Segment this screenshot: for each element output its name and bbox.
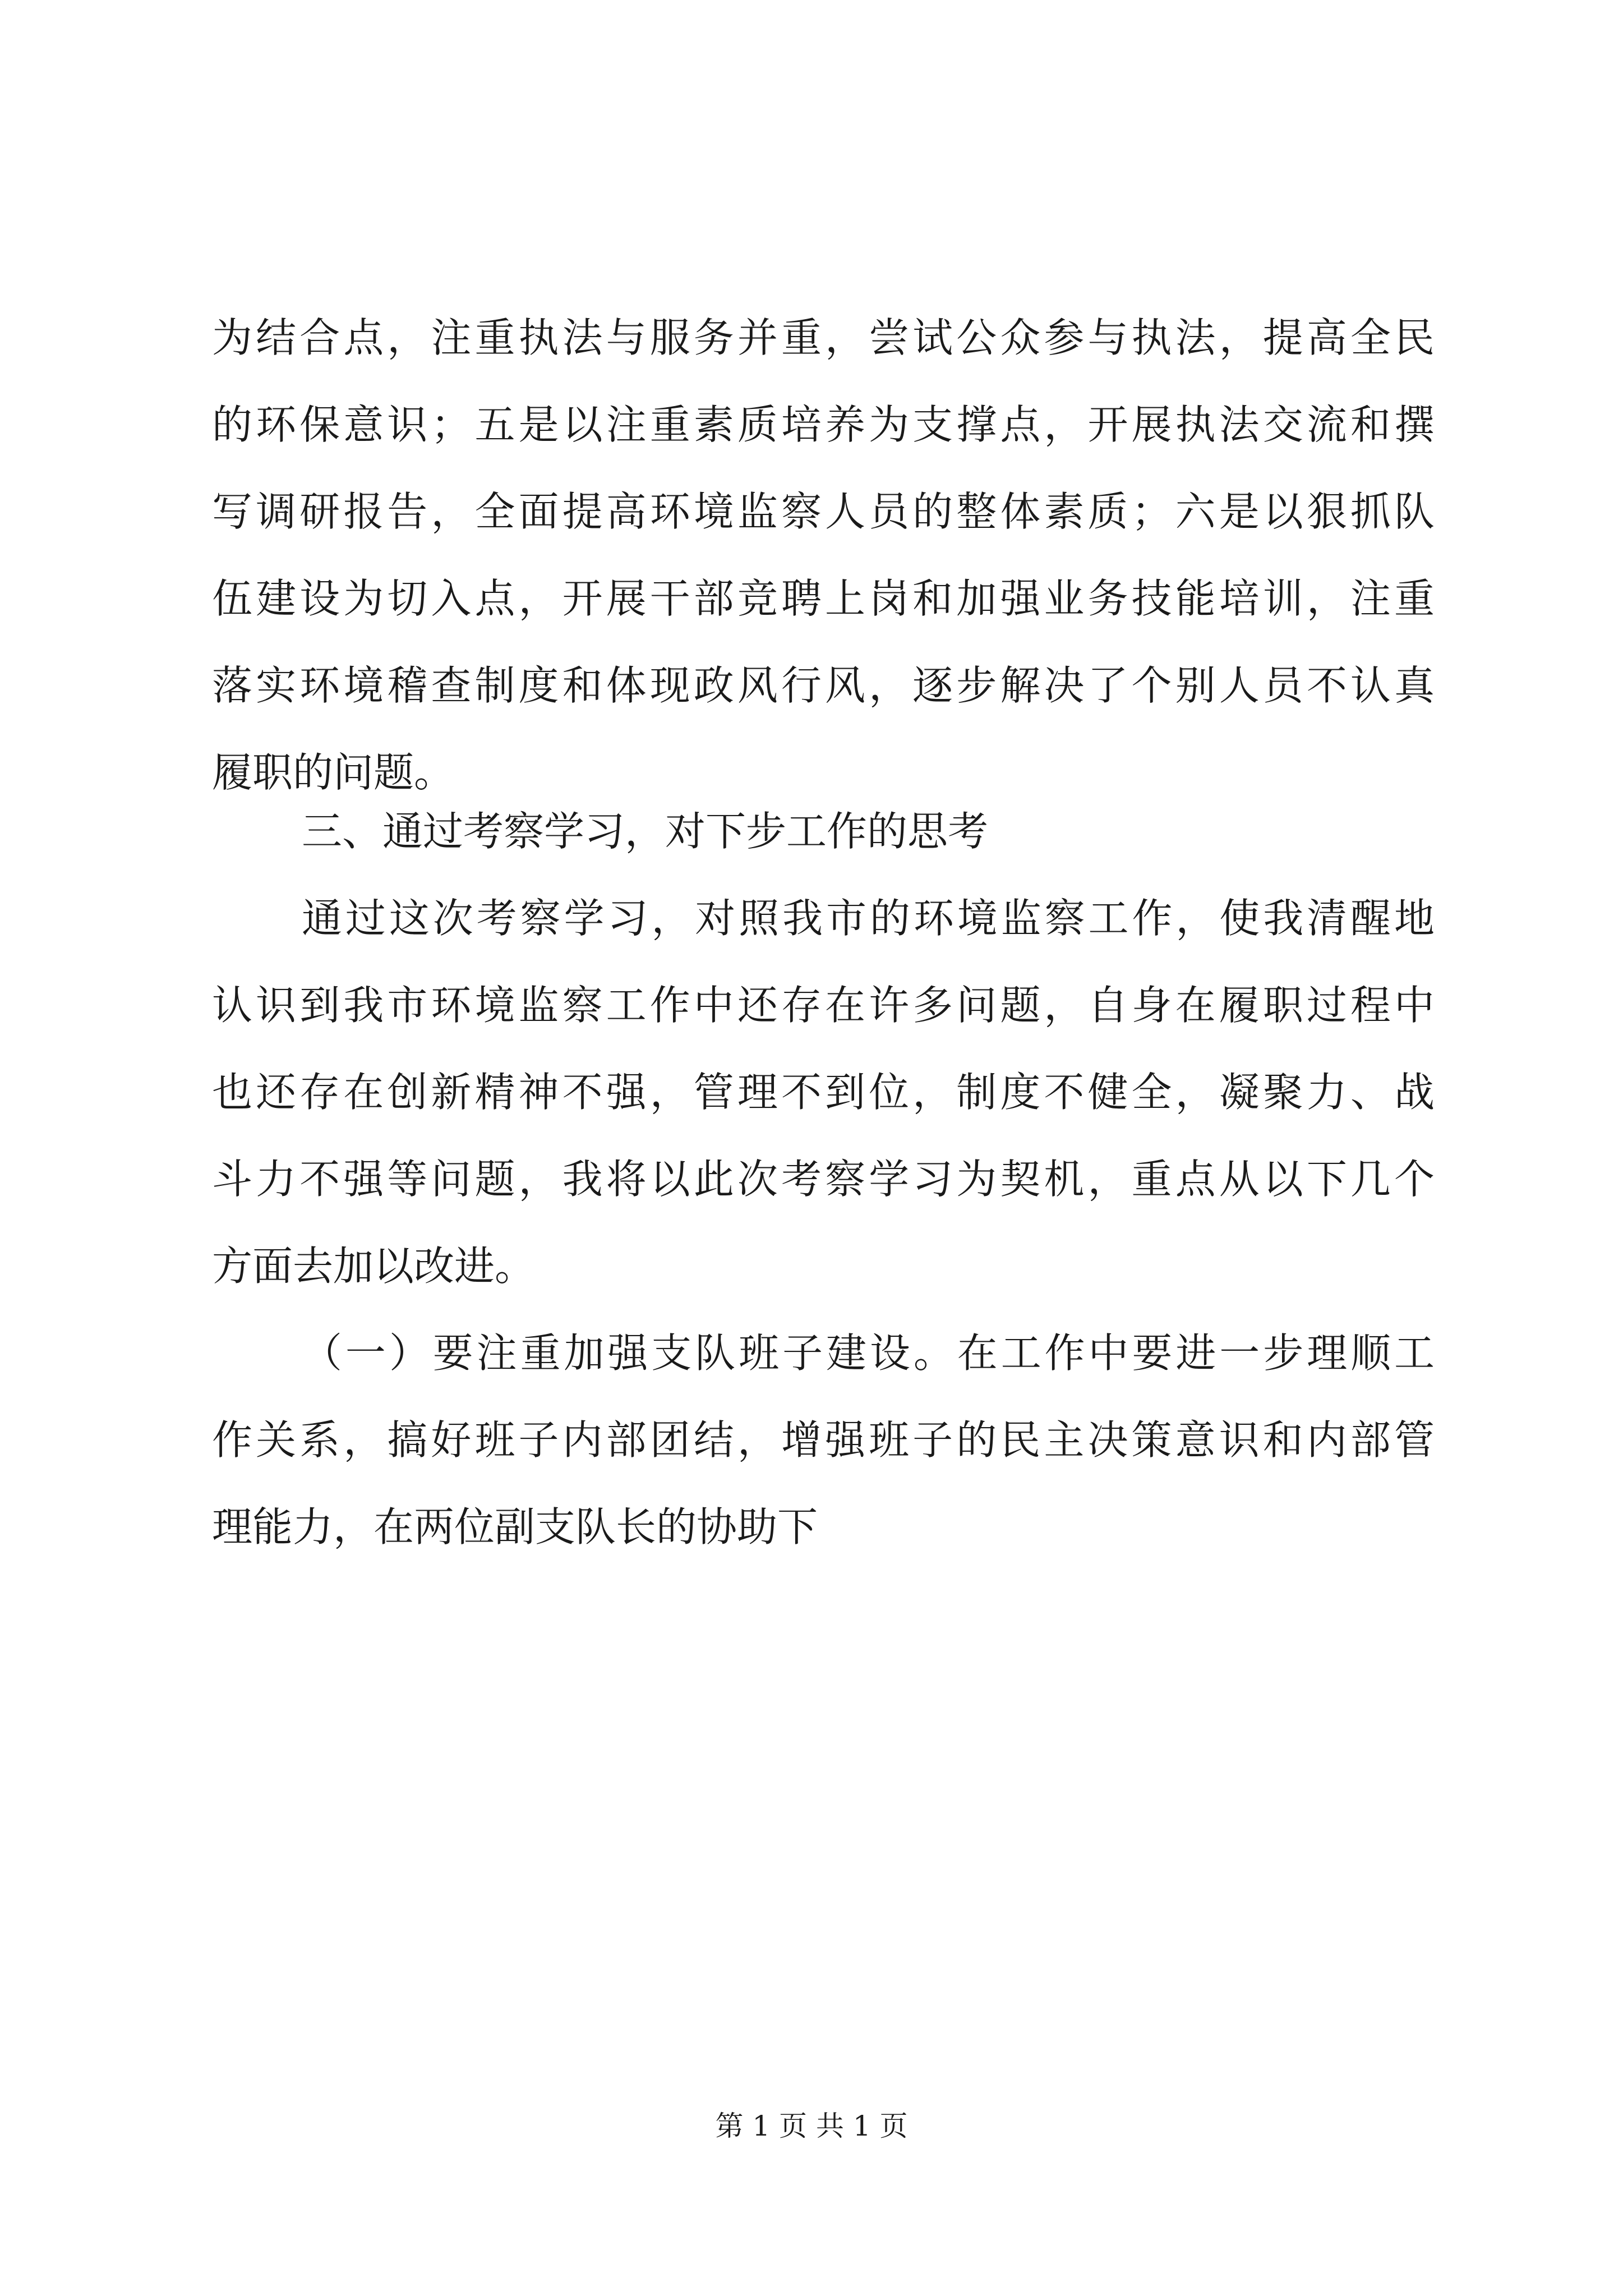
paragraph-line: 认识到我市环境监察工作中还存在许多问题，自身在履职过程中: [212, 982, 1435, 1029]
paragraph-line: 也还存在创新精神不强，管理不到位，制度不健全，凝聚力、战: [212, 1069, 1435, 1116]
paragraph-line: 落实环境稽查制度和体现政风行风，逐步解决了个别人员不认真: [212, 662, 1435, 709]
paragraph-line: 的环保意识；五是以注重素质培养为支撑点，开展执法交流和撰: [212, 401, 1435, 448]
paragraph-line: 斗力不强等问题，我将以此次考察学习为契机，重点从以下几个: [212, 1156, 1435, 1203]
paragraph-line: 伍建设为切入点，开展干部竞聘上岗和加强业务技能培训，注重: [212, 575, 1435, 622]
page-footer: 第 1 页 共 1 页: [715, 2110, 908, 2142]
section-heading: 三、通过考察学习，对下步工作的思考: [302, 808, 989, 855]
paragraph-line: 履职的问题。: [212, 749, 455, 796]
paragraph-line: 为结合点，注重执法与服务并重，尝试公众参与执法，提高全民: [212, 314, 1435, 361]
paragraph-line: 通过这次考察学习，对照我市的环境监察工作，使我清醒地: [302, 895, 1435, 942]
paragraph-line: （一）要注重加强支队班子建设。在工作中要进一步理顺工: [302, 1329, 1435, 1377]
paragraph-line: 理能力，在两位副支队长的协助下: [212, 1503, 818, 1550]
paragraph-line: 方面去加以改进。: [212, 1243, 536, 1290]
paragraph-line: 作关系，搞好班子内部团结，增强班子的民主决策意识和内部管: [212, 1416, 1435, 1464]
paragraph-line: 写调研报告，全面提高环境监察人员的整体素质；六是以狠抓队: [212, 488, 1435, 535]
